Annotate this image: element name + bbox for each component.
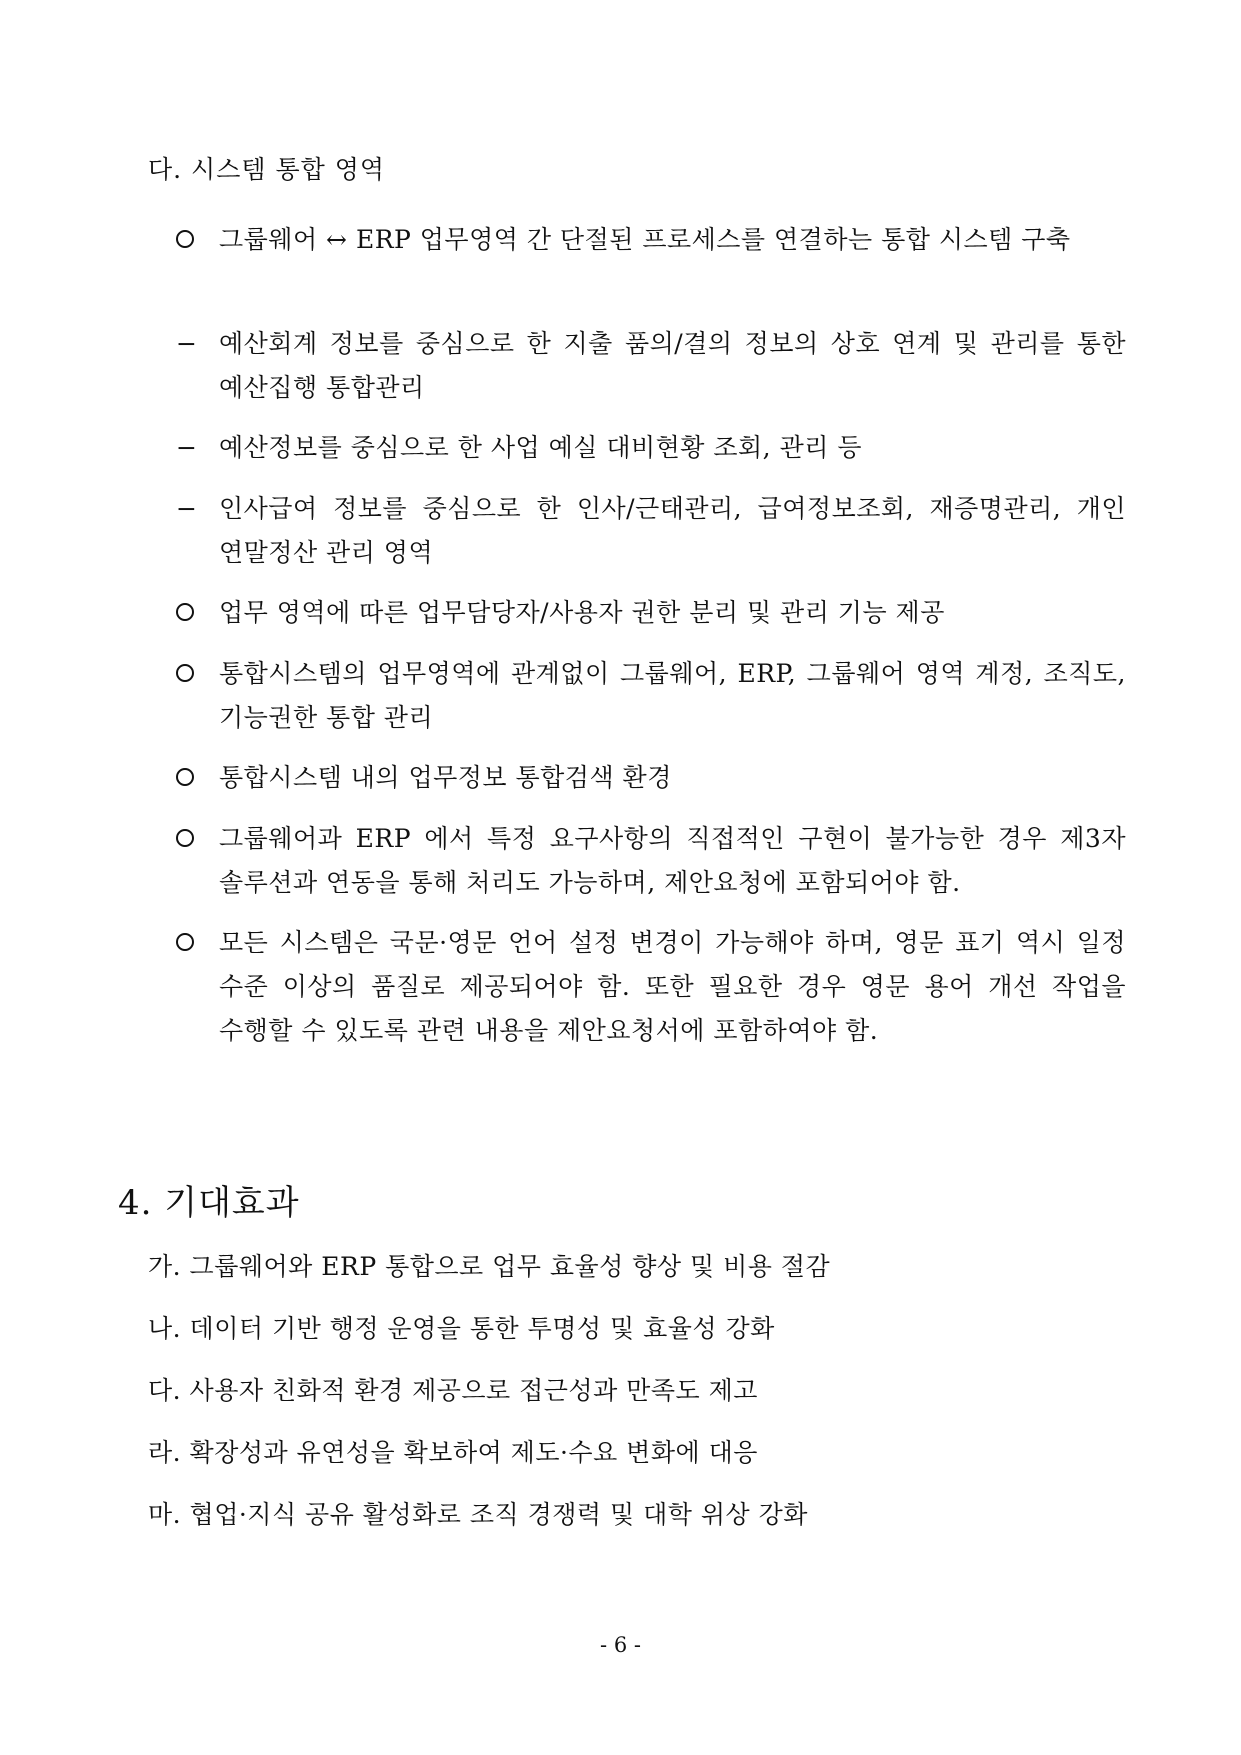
expected-effect-item: 나. 데이터 기반 행정 운영을 통한 투명성 및 효율성 강화 — [148, 1314, 775, 1343]
circle-bullet-icon — [176, 933, 194, 951]
list-item-text: 그룹웨어과 ERP 에서 특정 요구사항의 직접적인 구현이 불가능한 경우 제3자 솔루션과 연동을 통해 처리도 가능하며, 제안요청에 포함되어야 함. — [219, 824, 1126, 897]
section-heading: 다. 시스템 통합 영역 — [148, 155, 385, 184]
list-item — [176, 591, 1126, 635]
expected-effect-item: 라. 확장성과 유연성을 확보하여 제도·수요 변화에 대응 — [148, 1438, 758, 1467]
list-item — [176, 487, 1126, 575]
list-item-text: 인사급여 정보를 중심으로 한 인사/근태관리, 급여정보조회, 재증명관리, 개인 연말정산 관리 영역 — [219, 494, 1126, 567]
expected-effect-item: 마. 협업·지식 공유 활성화로 조직 경쟁력 및 대학 위상 강화 — [148, 1500, 808, 1529]
expected-effect-item: 다. 사용자 친화적 환경 제공으로 접근성과 만족도 제고 — [148, 1376, 758, 1405]
circle-bullet-icon — [176, 230, 194, 248]
chapter-heading: 4. 기대효과 — [118, 1183, 300, 1223]
dash-bullet: − — [176, 494, 198, 523]
list-item — [176, 322, 1126, 410]
list-item-text: 예산정보를 중심으로 한 사업 예실 대비현황 조회, 관리 등 — [219, 433, 862, 462]
list-item — [176, 817, 1126, 905]
circle-bullet-icon — [176, 664, 194, 682]
list-item — [176, 426, 1126, 470]
list-item — [176, 218, 1126, 262]
list-item-text: 그룹웨어 ↔ ERP 업무영역 간 단절된 프로세스를 연결하는 통합 시스템 구축 — [219, 225, 1071, 254]
expected-effect-item: 가. 그룹웨어와 ERP 통합으로 업무 효율성 향상 및 비용 절감 — [148, 1252, 831, 1281]
list-item — [176, 652, 1126, 740]
list-item — [176, 756, 1126, 800]
list-item — [176, 921, 1126, 1053]
dash-bullet: − — [176, 329, 198, 358]
circle-bullet-icon — [176, 768, 194, 786]
page-number: - 6 - — [600, 1633, 641, 1657]
list-item-text: 업무 영역에 따른 업무담당자/사용자 권한 분리 및 관리 기능 제공 — [219, 598, 945, 627]
list-item-text: 통합시스템의 업무영역에 관계없이 그룹웨어, ERP, 그룹웨어 영역 계정, 조직도, 기능권한 통합 관리 — [219, 659, 1126, 732]
list-item-text: 통합시스템 내의 업무정보 통합검색 환경 — [219, 763, 672, 792]
circle-bullet-icon — [176, 829, 194, 847]
dash-bullet: − — [176, 433, 198, 462]
circle-bullet-icon — [176, 603, 194, 621]
list-item-text: 모든 시스템은 국문·영문 언어 설정 변경이 가능해야 하며, 영문 표기 역시 일정 수준 이상의 품질로 제공되어야 함. 또한 필요한 경우 영문 용어 개선 작업을 수행할 수 있도록 관련 내용을 제안요청서에 포함하여야 함. — [219, 928, 1126, 1045]
list-item-text: 예산회계 정보를 중심으로 한 지출 품의/결의 정보의 상호 연계 및 관리를 통한 예산집행 통합관리 — [219, 329, 1126, 402]
